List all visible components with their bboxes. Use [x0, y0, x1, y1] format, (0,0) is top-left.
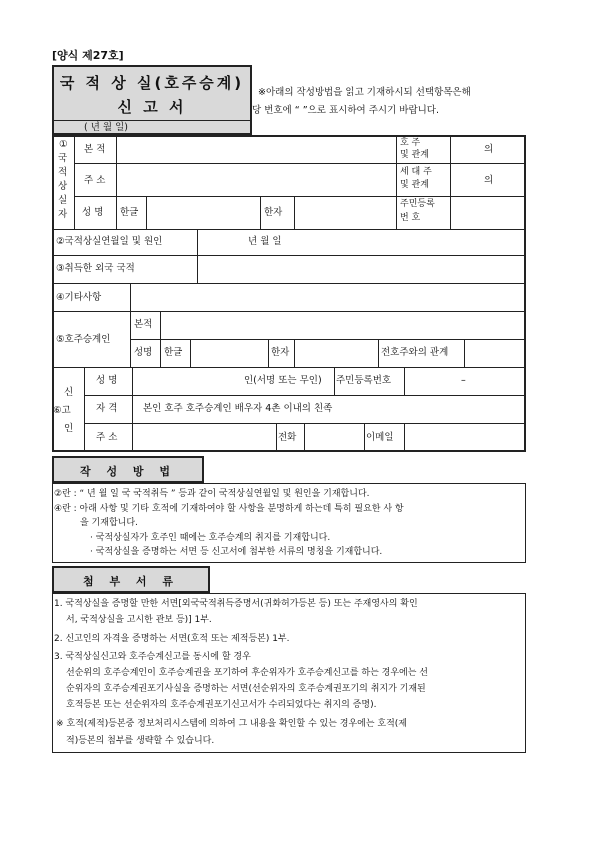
- form-number: [양식 제27호]: [52, 49, 124, 62]
- row-line: [74, 196, 526, 197]
- col-line: [74, 135, 75, 229]
- attach-line: 선순위의 호주승계인이 호주승계권을 포기하여 후순위자가 호주승계신고를 하는 경우에는 선: [66, 668, 428, 678]
- label-hoju-rel: 호 주: [400, 138, 421, 148]
- sec5-prev-rel: 전호주와의 관계: [381, 347, 449, 358]
- method-line: ②란 : “ 년 월 일 국 국적취득 ” 등과 같이 국적상실연월일 및 원인을 기재합니다.: [54, 489, 370, 499]
- col-line: [197, 255, 198, 283]
- sec1-label-char: 국: [58, 153, 68, 164]
- sec6-juso-label: 주 소: [96, 432, 118, 443]
- col-line: [132, 367, 133, 452]
- col-line: [404, 367, 405, 395]
- sec5-label: ⑤호주승계인: [56, 334, 111, 345]
- sec5-honjeok: 본적: [134, 319, 153, 330]
- sec6-resident-no: 주민등록번호: [336, 375, 392, 386]
- label-resident-no: 주민등록: [400, 199, 435, 209]
- sec6-phone-label: 전화: [278, 432, 297, 443]
- row-line: [52, 367, 526, 368]
- sec6-label-char: 인: [64, 423, 74, 434]
- label-honjeok: 본 적: [84, 144, 106, 155]
- sec6-qual-options: 본인 호주 호주승계인 배우자 4촌 이내의 친족: [143, 403, 333, 414]
- row-line: [52, 255, 526, 256]
- attach-line: 2. 신고인의 자격을 증명하는 서면(호적 또는 제적등본) 1부.: [54, 634, 290, 644]
- col-line: [364, 423, 365, 452]
- attach-line: 3. 국적상실신고와 호주승계신고를 동시에 할 경우: [54, 652, 251, 662]
- sec5-name: 성명: [134, 347, 153, 358]
- col-line: [160, 311, 161, 367]
- attach-line: 호적등본 또는 선순위자의 호주승계권포기신고서가 수리되었다는 취지의 증명).: [66, 700, 377, 710]
- sec5-hanja: 한자: [271, 347, 290, 358]
- sec5-hangul: 한글: [164, 347, 183, 358]
- sec1-label-char: 실: [58, 195, 68, 206]
- sec6-sign: 인(서명 또는 무인): [244, 375, 322, 386]
- label-household-rel: 및 관계: [400, 180, 429, 190]
- col-line: [450, 135, 451, 229]
- sec6-qual-label: 자 격: [96, 403, 118, 414]
- col-line: [464, 339, 465, 367]
- attach-line: 1. 국적상실을 증명할 만한 서면[외국국적취득증명서(귀화허가등본 등) 또는 주재영사의 확인: [54, 599, 418, 609]
- sec1-label-char: 상: [58, 181, 68, 192]
- label-hoju-rel: 및 관계: [400, 150, 429, 160]
- col-line: [294, 339, 295, 367]
- row-line: [84, 395, 526, 396]
- title-date: ( 년 월 일): [84, 122, 129, 133]
- sec6-email-label: 이메일: [366, 432, 394, 443]
- attach-heading: 첨 부 서 류: [83, 575, 179, 588]
- col-line: [268, 339, 269, 367]
- page-subtitle: 신 고 서: [117, 98, 187, 116]
- col-line: [197, 229, 198, 255]
- method-line: · 국적상실자가 호주인 때에는 호주승계의 취지를 기재합니다.: [90, 533, 331, 543]
- col-line: [294, 196, 295, 229]
- sec6-name-label: 성 명: [96, 375, 118, 386]
- sec3-label: ③취득한 외국 국적: [56, 263, 135, 274]
- hoju-rel-suffix: 의: [484, 144, 494, 155]
- col-line: [334, 367, 335, 395]
- row-line: [74, 163, 526, 164]
- method-line: ④란 : 아래 사항 및 기타 호적에 기재하여야 할 사항을 분명하게 하는데 특히 필요한 사 항: [54, 504, 404, 514]
- sec2-date: 년 월 일: [248, 236, 282, 247]
- col-line: [190, 339, 191, 367]
- page-title: 국 적 상 실(호주승계): [59, 74, 245, 92]
- row-line: [52, 229, 526, 230]
- sec2-label: ②국적상실연월일 및 원인: [56, 236, 163, 247]
- label-name: 성 명: [82, 207, 104, 218]
- col-line: [378, 339, 379, 367]
- row-line: [52, 283, 526, 284]
- method-line: · 국적상실을 증명하는 서면 등 신고서에 첨부한 서류의 명칭을 기재합니다.: [90, 547, 383, 557]
- col-line: [116, 135, 117, 229]
- label-household-rel: 세 대 주: [400, 167, 432, 177]
- col-line: [276, 423, 277, 452]
- label-juso: 주 소: [84, 175, 106, 186]
- col-line: [260, 196, 261, 229]
- sec6-label-char: ⑥고: [53, 405, 71, 416]
- row-line: [52, 311, 526, 312]
- col-line: [146, 196, 147, 229]
- sec6-dash: –: [461, 375, 466, 386]
- label-resident-no: 번 호: [400, 213, 421, 223]
- sec1-label-char: 자: [58, 209, 68, 220]
- sec6-label-char: 신: [64, 387, 74, 398]
- col-line: [304, 423, 305, 452]
- attach-line: 순위자의 호주승계권포기사실을 증명하는 서면(선순위자의 호주승계권포기의 취지가 기재된: [66, 684, 426, 694]
- sec1-label-char: 적: [58, 167, 68, 178]
- title-divider: [53, 120, 251, 121]
- instruction-line1: ※아래의 작성방법을 읽고 기재하시되 선택항목은해: [258, 87, 471, 98]
- col-line: [404, 423, 405, 452]
- col-line: [84, 367, 85, 452]
- sec4-label: ④기타사항: [56, 292, 102, 303]
- row-line: [84, 423, 526, 424]
- attach-line: 적)등본의 첨부를 생략할 수 있습니다.: [66, 736, 215, 746]
- attach-line: 서, 국적상실을 고시한 관보 등)] 1부.: [66, 615, 212, 625]
- col-line: [396, 135, 397, 229]
- household-rel-suffix: 의: [484, 175, 494, 186]
- col-line: [130, 283, 131, 311]
- sec1-number: ①: [59, 139, 68, 150]
- label-hangul: 한글: [120, 207, 139, 218]
- attach-line: ※ 호적(제적)등본중 정보처리시스템에 의하여 그 내용을 확인할 수 있는 경우에는 호적(제: [56, 719, 407, 729]
- instruction-line2: 당 번호에 “ ”으로 표시하여 주시기 바랍니다.: [252, 105, 439, 116]
- label-hanja: 한자: [264, 207, 283, 218]
- method-line: 을 기재합니다.: [80, 518, 138, 528]
- method-heading: 작 성 방 법: [80, 465, 176, 478]
